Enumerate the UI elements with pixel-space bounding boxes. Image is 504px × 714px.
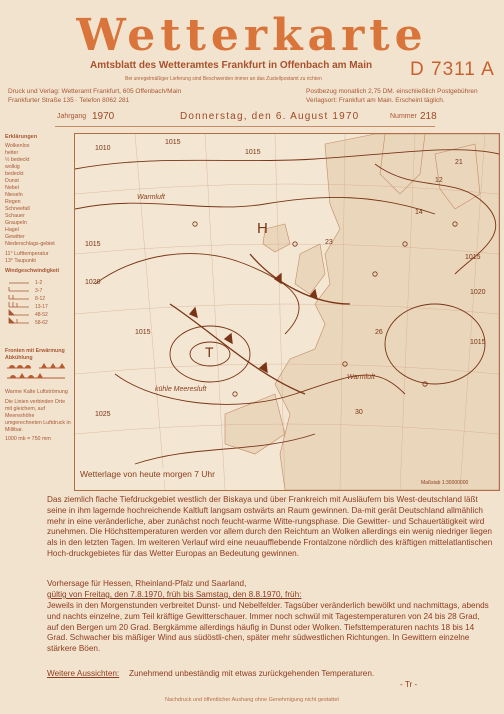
footer-note: Nachdruck und öffentlicher Aushang ohne Genehmigung nicht gestattet bbox=[165, 697, 339, 703]
svg-text:1015: 1015 bbox=[135, 329, 151, 336]
postal-line-1: Postbezug monatlich 2,75 DM. einschließlich Postgebühren bbox=[306, 88, 478, 95]
svg-text:23: 23 bbox=[325, 239, 333, 246]
delivery-note: Bei unregelmäßiger Lieferung sind Beschwerden immer an das Zustellpostamt zu richten bbox=[125, 76, 322, 82]
legend-item: Dunst bbox=[5, 178, 19, 184]
svg-text:14: 14 bbox=[415, 209, 423, 216]
map-label-meeresluft: kühle Meeresluft bbox=[155, 386, 207, 393]
svg-text:1015: 1015 bbox=[470, 339, 486, 346]
svg-text:58-62: 58-62 bbox=[35, 320, 48, 326]
legend-item: 13° Taupunkt bbox=[5, 258, 36, 264]
subtitle: Amtsblatt des Wetteramtes Frankfurt in Offenbach am Main bbox=[90, 60, 373, 71]
legend-item: Warme Kalte Luftströmung bbox=[5, 389, 68, 395]
issue-number: 218 bbox=[420, 111, 437, 122]
svg-text:21: 21 bbox=[455, 159, 463, 166]
legend-item: 1000 mb = 750 mm bbox=[5, 436, 51, 442]
legend-item: Nieseln bbox=[5, 192, 23, 198]
svg-text:1010: 1010 bbox=[95, 145, 111, 152]
svg-text:26: 26 bbox=[375, 329, 383, 336]
legend-title: Erklärungen bbox=[5, 134, 38, 140]
map-graphic bbox=[75, 134, 499, 490]
svg-text:1015: 1015 bbox=[85, 241, 101, 248]
weather-map bbox=[74, 133, 500, 491]
legend-item: Fronten mit Erwärmung Abkühlung bbox=[5, 348, 65, 361]
svg-text:1015: 1015 bbox=[245, 149, 261, 156]
wind-legend-graphic bbox=[5, 275, 69, 345]
legend-item: Gewitter bbox=[5, 234, 25, 240]
low-pressure-marker: T bbox=[205, 344, 214, 360]
legend-item: Windgeschwindigkeit bbox=[5, 268, 60, 274]
legend-item: Die Linien verbinden Orte mit gleichem, auf Meereshöhe umgerechneten Luftdruck in Millibar. bbox=[5, 399, 71, 433]
legend-item: Schauer bbox=[5, 213, 25, 219]
postal-line-2: Verlagsort: Frankfurt am Main. Erscheint täglich. bbox=[306, 97, 445, 104]
legend-item: ½ bedeckt bbox=[5, 157, 30, 163]
legend-item: Nebel bbox=[5, 185, 19, 191]
forecast-validity: gültig von Freitag, den 7.8.1970, früh bis Samstag, den 8.8.1970, früh: bbox=[47, 590, 302, 599]
legend-item: wolkig bbox=[5, 164, 20, 170]
svg-text:13-17: 13-17 bbox=[35, 304, 48, 310]
svg-text:1015: 1015 bbox=[465, 254, 481, 261]
svg-text:48-52: 48-52 bbox=[35, 312, 48, 318]
publication-code: D 7311 A bbox=[410, 59, 495, 80]
legend-item: Schneefall bbox=[5, 206, 30, 212]
front-legend-graphic bbox=[5, 362, 69, 384]
forecast-paragraph: Jeweils in den Morgenstunden verbreitet Dunst- und Nebelfelder. Tagsüber veränderlich bewölkt und nachmittags, abends und nachts einzelne, zum Teil kräftige Gewitterschauer. Immer noch schwül mit Tagestemperaturen von 24 bis 28 Grad, auf den Bergen um 20 Grad. Bergkämme allerdings häufig in Dunst oder Wolken. Tiefsttemperaturen nachts 18 bis 14 Grad. Schwacher bis mäßiger Wind aus südöstli-chen, später mehr südwestlichen Richtungen. In Gewittern einzelne stärkere Böen. bbox=[47, 601, 489, 654]
legend bbox=[5, 134, 71, 443]
number-label: Nummer bbox=[390, 113, 417, 120]
svg-text:1015: 1015 bbox=[165, 139, 181, 146]
map-label-warmluft-south: Warmluft bbox=[347, 374, 375, 381]
page-title: Wetterkarte bbox=[76, 10, 428, 61]
issue-date: Donnerstag, den 6. August 1970 bbox=[180, 111, 360, 122]
outlook-text: Zunehmend unbeständig mit etwas zurückgehenden Temperaturen. bbox=[129, 669, 375, 678]
svg-text:8-12: 8-12 bbox=[35, 296, 46, 302]
svg-text:12: 12 bbox=[435, 177, 443, 184]
forecast-heading: Vorhersage für Hessen, Rheinland-Pfalz und Saarland, bbox=[47, 579, 247, 588]
header-rule-top bbox=[55, 126, 435, 127]
high-pressure-marker: H bbox=[257, 220, 268, 237]
outlook-label: Weitere Aussichten: bbox=[47, 669, 120, 678]
svg-text:1025: 1025 bbox=[95, 411, 111, 418]
svg-text:3-7: 3-7 bbox=[35, 288, 43, 294]
svg-text:30: 30 bbox=[355, 409, 363, 416]
signature: - Tr - bbox=[400, 680, 418, 689]
year-value: 1970 bbox=[92, 111, 115, 122]
publisher-line-1: Druck und Verlag: Wetteramt Frankfurt, 605 Offenbach/Main bbox=[8, 88, 182, 95]
svg-text:1020: 1020 bbox=[470, 289, 486, 296]
map-scale: Maßstab 1:30000000 bbox=[421, 480, 469, 486]
legend-item: Niederschlags-gebiet bbox=[5, 241, 55, 247]
map-caption: Wetterlage von heute morgen 7 Uhr bbox=[77, 468, 218, 480]
legend-item: Hagel bbox=[5, 227, 19, 233]
legend-item: bedeckt bbox=[5, 171, 24, 177]
legend-item: Regen bbox=[5, 199, 21, 205]
svg-text:1-2: 1-2 bbox=[35, 280, 43, 286]
publisher-line-2: Frankfurter Straße 135 · Telefon 8062 281 bbox=[8, 97, 130, 104]
map-label-warmluft: Warmluft bbox=[137, 194, 165, 201]
legend-item: Graupeln bbox=[5, 220, 27, 226]
year-label: Jahrgang bbox=[57, 113, 87, 120]
legend-item: 11° Lufttemperatur bbox=[5, 251, 49, 257]
svg-text:1020: 1020 bbox=[85, 279, 101, 286]
legend-item: heiter bbox=[5, 150, 19, 156]
legend-item: Wolkenlos bbox=[5, 143, 30, 149]
synopsis-paragraph: Das ziemlich flache Tiefdruckgebiet westlich der Biskaya und über Frankreich mit Ausläufern bis West-deutschland läßt seine in ihm lagernde hochreichende Kaltluft langsam ostwärts an Raum gewinnen. Da-mit gerät Deutschland allmählich mehr in eine veränderliche, aber zunächst noch feucht-warme Witte-rungsphase. Die Gewitter- und Schauertätigkeit wird zunehmen. Die Höchsttemperaturen werden vor allem durch den Reichtum an Wolken allerdings ein wenig niedriger liegen als in den letzten Tagen. Im weiteren Verlauf wird eine neuaufflebende Frontalzone nördlich des kräftigen mittelatlantischen Hoch-druckgebietes für das Wetter Europas an Bedeutung gewinnen. bbox=[47, 495, 493, 558]
